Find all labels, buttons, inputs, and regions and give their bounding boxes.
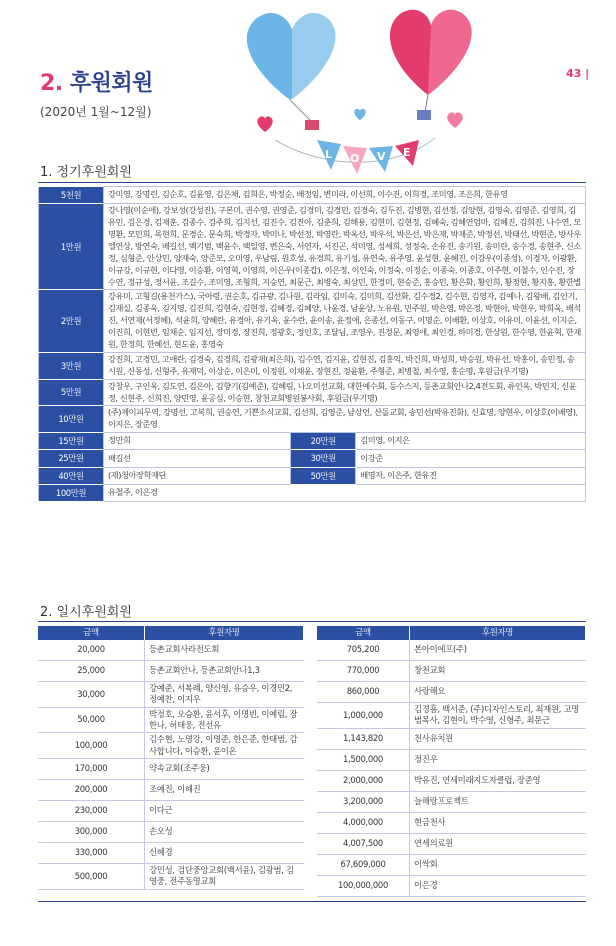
table-row [38,822,304,843]
regular-members-table [38,186,586,502]
amount-label: 5만원 [39,379,104,406]
small-heart-icon [447,112,462,128]
donor-cell: 이싹회 [410,854,586,875]
bottom-rule [38,901,586,902]
table-row [317,661,586,682]
amount-cell: 705,200 [317,640,410,661]
amount-cell: 4,000,000 [317,812,410,833]
amount-label: 30만원 [291,450,356,467]
onetime-members-heading: 2. 일시후원회원 [40,605,132,620]
table-row [38,801,304,822]
donor-cell: 연세의료원 [410,833,586,854]
donor-list: 강나영(이순애), 강보성(강성진), 구본미, 권수영, 권영준, 김경미, 김경민, 김경숙, 김두진, 김병현, 김선정, 김양현, 김영숙, 김영준, 김영희, 김유민, 김은경, 김재훈, 김종수, 김주희, 김지선, 김진수, 김진아, 김춘희, 김해용, 김현미, 김현정, 김혜숙, 김혜연엄마, 김혜진, 김희진, 나수연, 모명환, 모민희, 목현희, 문경순, 문숙희, 박경자, 박미나, 박선정, 박영란, 박옥선, 박우석, 박은선, 박은재, 박재준, 박정선, 박태선, 박현준, 방사우엘연상, 방연숙, 배길선, 백기범, 백윤수, 백일영, 변은숙, 서연자, 서진곤, 석미영, 성세희, 성정숙, 손유진, 송기원, 송미란, 송수경, 송현주, 신소정, 심형준, 안상민, 양재숙, 양준모, 오미영, 우남림, 원호성, 유경희, 유기성, 유연숙, 유주영, 윤성현, 윤혜진, 이강우(이종성), 이경자, 이광환, 이규강, 이규현, 이다영, 이승환, 이영혁, 이영희, 이은우(이종갑), 이은정, 이인숙, 이정숙, 이정순, 이종숙, 이종호, 이주현, 이철수, 인수진, 장수연, 정규성, 정서윤, 조길수, 조미영, 조형희, 지승연, 최문근, 최병숙, 최상민, 한경미, 현승준, 홍승민, 황은화, 황인희, 황정현, 황지홍, 황한별 [104,204,586,290]
title-text: 후원회원 [69,71,153,96]
page-title [40,66,153,97]
love-letter: O [350,152,360,165]
donor-list: 김미영, 이지은 [356,433,586,450]
title-number: 2. [40,71,63,96]
section-rule [38,182,586,183]
donor-cell: 강예준, 서복례, 양신영, 유승우, 이경민2, 정예찬, 이지우 [145,682,304,708]
donor-column-header: 후원자명 [145,626,304,640]
donor-cell: 강민성, 검단중앙교회(백서윤), 김광범, 김영중, 전주동명교회 [145,864,304,890]
amount-cell: 500,000 [38,864,145,890]
amount-label: 3만원 [39,352,104,379]
amount-cell: 330,000 [38,843,145,864]
table-row [38,843,304,864]
amount-cell: 1,500,000 [317,749,410,770]
amount-cell: 770,000 [317,661,410,682]
table-row [317,703,586,729]
donor-cell: 신혜경 [145,843,304,864]
table-header-row [38,626,304,640]
period-subtitle: (2020년 1월~12월) [40,105,152,119]
table-row [317,749,586,770]
onetime-right-body [317,640,586,896]
donor-cell: 사랑해요 [410,682,586,703]
table-row [317,640,586,661]
amount-label: 10만원 [39,406,104,433]
table-row [38,864,304,890]
small-heart-icon [257,116,272,132]
table-row [38,759,304,780]
donor-cell: 창천교회 [410,661,586,682]
donor-cell: 정진우 [410,749,586,770]
amount-label: 50만원 [291,467,356,484]
donor-cell: 김수현, 노명강, 이명준, 한은준, 한태범, 감사합니다, 이승환, 윤이온 [145,733,304,759]
table-row [317,791,586,812]
donor-cell: 조예진, 이혜진 [145,780,304,801]
table-row [317,682,586,703]
onetime-table-right [317,626,586,897]
table-row [38,707,304,733]
donor-cell: 이다근 [145,801,304,822]
amount-cell: 300,000 [38,822,145,843]
table-row [39,379,586,406]
donor-cell: 현금천사 [410,812,586,833]
donor-list: 강창우, 구인옥, 김도연, 김은아, 김향기(김예준), 김혜림, 나오미선교회, 대한예수회, 등수스지, 등촌교회안나2,4전도회, 류인옥, 박민지, 신윤정, 신현주, 신희진, 양민영, 윤공심, 이승현, 창천교회병원봉사회, 후원금(무기명) [104,379,586,406]
donor-list: 정만희 [104,433,291,450]
amount-cell: 100,000 [38,733,145,759]
amount-label: 5천원 [39,187,104,204]
amount-cell: 25,000 [38,661,145,682]
table-row [38,733,304,759]
donor-list: (주)제이피무역, 강명선, 고복희, 권승연, 기쁜소식교회, 김선희, 김영준, 남상언, 산돌교회, 송민선(박유진화), 신효명, 양현우, 이상호(이배영), 이지은, 장준영 [104,406,586,433]
love-letter: E [403,146,411,159]
small-heart-icon [354,109,365,120]
table-row [39,467,586,484]
donor-list: 배명자, 이은주, 한유진 [356,467,586,484]
donor-cell: 김경흠, 백서준, (주)디자인스토리, 최재원, 고명범목사, 김현이, 박수영, 신형주, 최문근 [410,703,586,729]
table-row [38,780,304,801]
table-row [317,770,586,791]
amount-cell: 50,000 [38,707,145,733]
amount-column-header: 금액 [38,626,145,640]
table-row [39,187,586,204]
amount-cell: 1,143,820 [317,728,410,749]
donor-cell: 등촌교회사라전도회 [145,640,304,661]
table-row [317,875,586,896]
donor-list: 강진희, 고경민, 고애란, 김경숙, 김경희, 김광재(최은희), 김수연, 김지윤, 김현진, 김홍익, 박건희, 박성희, 박승원, 박유선, 박홍이, 송민정, 송시원, 신동성, 신형주, 유재덕, 이상순, 이은미, 이정원, 이채윤, 장현진, 정윤환, 주형준, 최병철, 최수영, 홍순명, 후원금(무기명) [104,352,586,379]
amount-cell: 200,000 [38,780,145,801]
table-row [39,352,586,379]
love-balloon-illustration [195,0,495,178]
donor-cell: 박정호, 오승환, 윤서후, 이명빈, 이예림, 장한나, 허태웅, 전선유 [145,707,304,733]
table-row [39,450,586,467]
amount-cell: 4,007,500 [317,833,410,854]
amount-label: 40만원 [39,467,104,484]
donor-cell: 손오성 [145,822,304,843]
love-letter: L [325,148,333,161]
table-row [39,204,586,290]
donor-list: (재)청아장학재단 [104,467,291,484]
amount-cell: 30,000 [38,682,145,708]
donor-cell: 천사유치원 [410,728,586,749]
amount-label: 25만원 [39,450,104,467]
table-row [39,433,586,450]
donor-list: 유철주, 이은경 [104,484,586,501]
donor-cell: 늘해랑프로젝트 [410,791,586,812]
page-number: 43 | [566,67,590,80]
amount-label: 1만원 [39,204,104,290]
amount-cell: 100,000,000 [317,875,410,896]
donor-column-header: 후원자명 [410,626,586,640]
donor-cell: 이은경 [410,875,586,896]
amount-cell: 1,000,000 [317,703,410,729]
table-row [38,661,304,682]
amount-cell: 170,000 [38,759,145,780]
amount-cell: 67,609,000 [317,854,410,875]
amount-cell: 860,000 [317,682,410,703]
table-row [317,854,586,875]
love-letter: V [377,150,386,163]
table-row [317,728,586,749]
table-row [38,640,304,661]
table-row [317,812,586,833]
table-row [317,833,586,854]
basket-left-icon [305,120,319,130]
table-header-row [317,626,586,640]
onetime-left-body [38,640,304,889]
love-flags [317,140,419,174]
regular-members-heading: 1. 정기후원회원 [40,165,132,180]
table-row [38,682,304,708]
amount-cell: 3,200,000 [317,791,410,812]
amount-label: 20만원 [291,433,356,450]
table-row [39,484,586,501]
donor-list: 이강준 [356,450,586,467]
onetime-table-left [38,626,304,890]
donor-cell: 박유진, 연세미래지도자클럽, 장준영 [410,770,586,791]
table-row [39,406,586,433]
amount-cell: 230,000 [38,801,145,822]
amount-label: 15만원 [39,433,104,450]
donor-cell: 약속교회(조주웅) [145,759,304,780]
amount-label: 2만원 [39,290,104,352]
section-rule [38,621,586,622]
donor-list: 배길선 [104,450,291,467]
amount-cell: 2,000,000 [317,770,410,791]
donor-cell: 등촌교회안나, 등촌교회안나1,3 [145,661,304,682]
table-row [39,290,586,352]
amount-column-header: 금액 [317,626,410,640]
basket-right-icon [417,110,431,120]
donor-list: 강유미, 고형길(용천가스), 국아령, 권순호, 김규광, 김나원, 김라임, 김미숙, 김미희, 김선화, 김수경2, 김수현, 김영자, 김예나, 김왕배, 김인기, 김재실, 김종욱, 김지영, 김진희, 김현숙, 김현정, 김혜경, 김혜양, 나윤경, 남윤상, 노유원, 민주원, 박은영, 박은정, 박현아, 박현우, 박희욱, 배석진, 서연재(서정혜), 석윤희, 양혜란, 유경아, 유기옥, 윤수란, 윤이송, 윤정애, 은종선, 이동구, 이명순, 이배환, 이상호, 이유미, 이윤선, 이지순, 이진희, 이현빈, 임채순, 임지선, 장미경, 장진희, 정광호, 정인호, 조달님, 조영우, 진정문, 최영애, 최인경, 하미경, 한상원, 한수영, 한윤혁, 한재원, 한정희, 한혜선, 현도윤, 홍영숙 [104,290,586,352]
donor-cell: 본아이에프(주) [410,640,586,661]
amount-label: 100만원 [39,484,104,501]
amount-cell: 20,000 [38,640,145,661]
donor-list: 강미영, 강명린, 김순호, 김윤영, 김은채, 김희은, 박정순, 배정임, 변미라, 이선희, 이수진, 이희경, 조미영, 조은희, 한유영 [104,187,586,204]
